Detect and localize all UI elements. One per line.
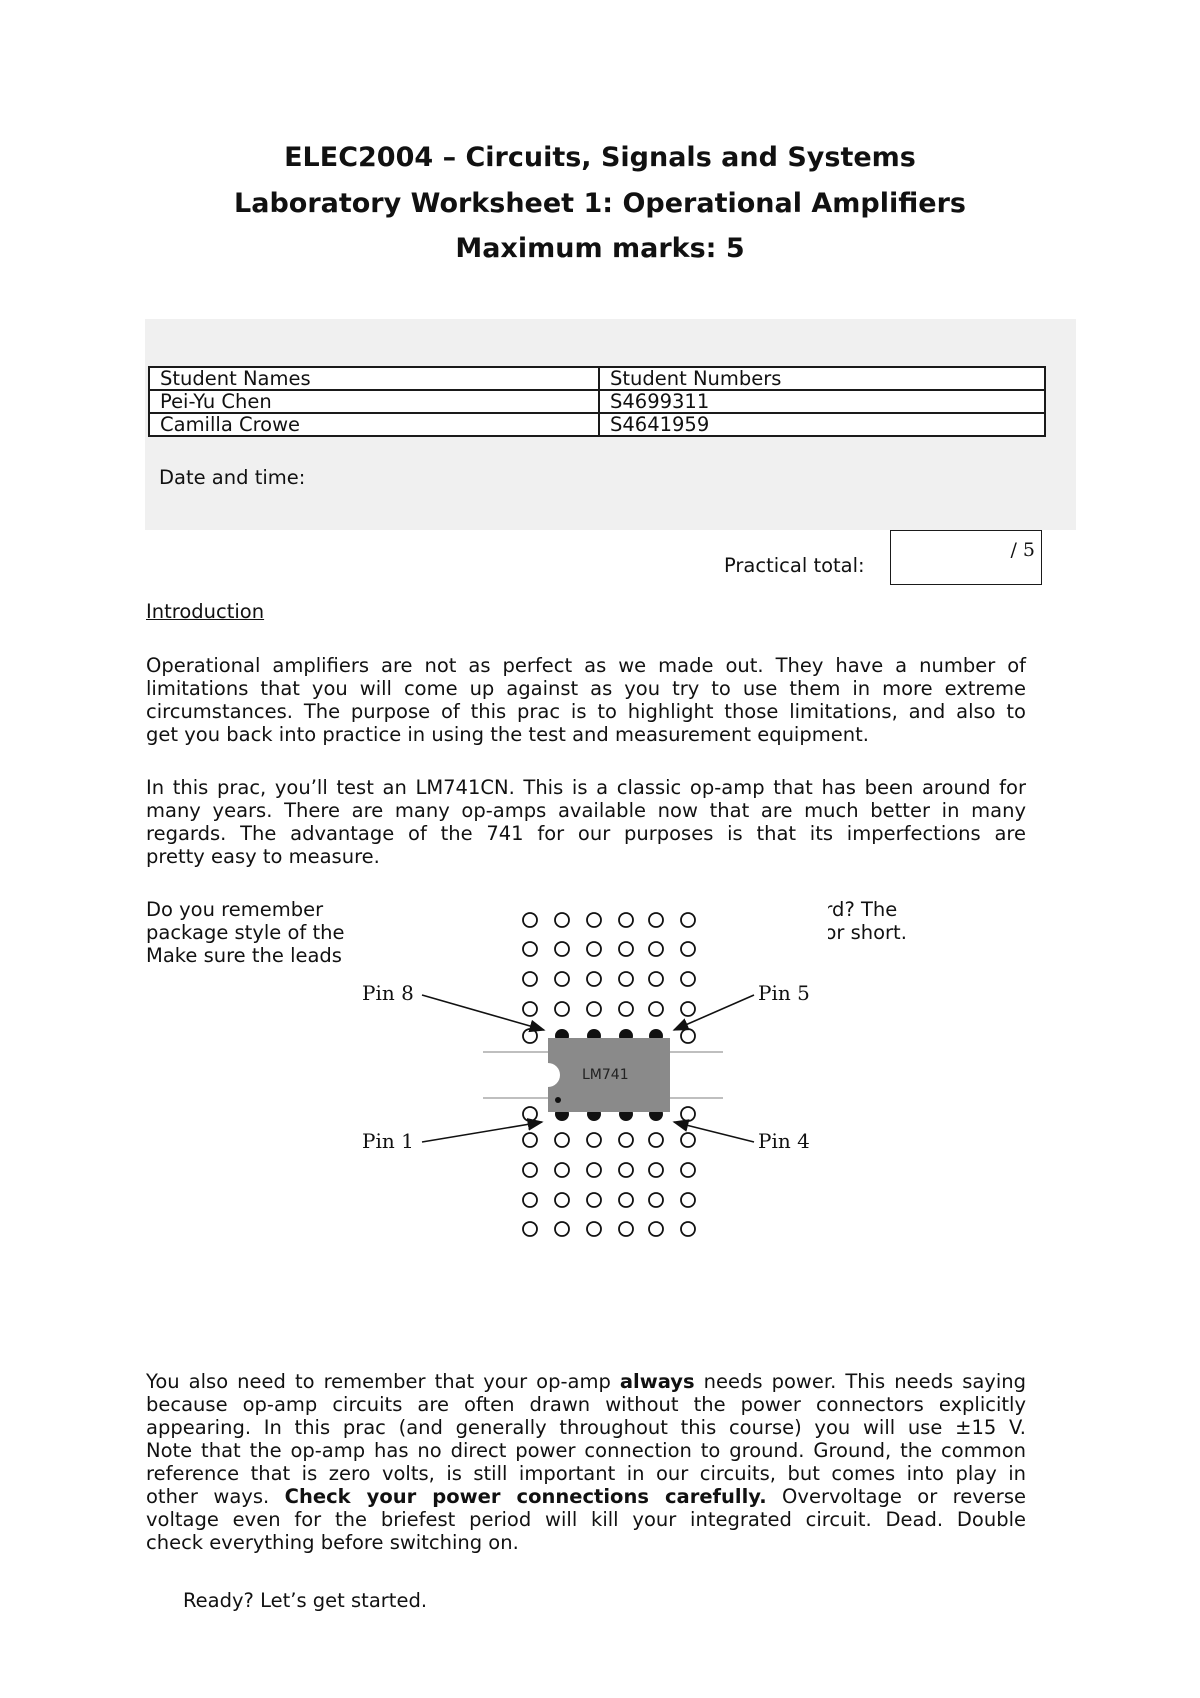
breadboard-hole: [523, 913, 537, 927]
header-student-numbers: Student Numbers: [599, 367, 1045, 390]
breadboard-hole: [587, 913, 601, 927]
breadboard-hole: [619, 1163, 633, 1177]
breadboard-hole: [649, 972, 663, 986]
breadboard-hole: [523, 1222, 537, 1236]
pin8-arrow: [422, 995, 544, 1030]
practical-total-value: / 5: [1010, 539, 1035, 561]
breadboard-hole: [555, 972, 569, 986]
breadboard-hole: [681, 942, 695, 956]
breadboard-hole: [649, 1133, 663, 1147]
introduction-heading: Introduction: [146, 600, 265, 623]
table-row: [149, 390, 1045, 413]
breadboard-hole: [619, 1133, 633, 1147]
breadboard-hole: [587, 1222, 601, 1236]
student-table: [148, 366, 1046, 437]
breadboard-hole: [587, 1133, 601, 1147]
power-paragraph: You also need to remember that your op-amp always needs power. This needs saying because op-amp circuits are often drawn without the power connectors explicitly appearing. In this prac (and generally throughout this course) you will use ±15 V. Note that the op-amp has no direct power connection to ground. Ground, the common reference that is zero volts, is still important in our circuits, but comes into play in other ways. Check your power connections carefully. Overvoltage or reverse voltage even for the briefest period will kill your integrated circuit. Dead. Double check everything before switching on.: [146, 1370, 1027, 1554]
breadboard-hole: [649, 1002, 663, 1016]
course-title: ELEC2004 – Circuits, Signals and Systems: [284, 142, 916, 173]
breadboard-hole: [555, 1133, 569, 1147]
student-name: Camilla Crowe: [149, 413, 599, 436]
breadboard-hole: [555, 942, 569, 956]
breadboard-hole: [587, 972, 601, 986]
breadboard-hole: [681, 1029, 695, 1043]
breadboard-hole: [681, 1193, 695, 1207]
breadboard-hole: [523, 942, 537, 956]
pin1-marker-dot: [555, 1097, 561, 1103]
breadboard-hole: [587, 942, 601, 956]
table-row: [149, 413, 1045, 436]
breadboard-hole: [681, 1222, 695, 1236]
intro-paragraph-2: In this prac, you’ll test an LM741CN. This is a classic op-amp that has been around for many years. There are many op-amps available now that are much better in many regards. The advantage of the 741 for our purposes is that its imperfections are pretty easy to measure.: [146, 776, 1026, 868]
breadboard-hole: [649, 913, 663, 927]
breadboard-hole: [523, 1002, 537, 1016]
student-number: S4699311: [599, 390, 1045, 413]
student-number: S4641959: [599, 413, 1045, 436]
worksheet-title: Laboratory Worksheet 1: Operational Amplifiers: [234, 188, 966, 219]
date-time-label: Date and time:: [159, 466, 306, 489]
breadboard-hole: [523, 1133, 537, 1147]
breadboard-hole: [555, 1222, 569, 1236]
breadboard-hole: [649, 942, 663, 956]
breadboard-hole: [681, 913, 695, 927]
breadboard-hole: [523, 1107, 537, 1121]
breadboard-hole: [523, 1029, 537, 1043]
breadboard-hole: [681, 1002, 695, 1016]
practical-total-box: [890, 530, 1042, 585]
breadboard-hole: [523, 1163, 537, 1177]
breadboard-hole: [619, 1222, 633, 1236]
student-name: Pei-Yu Chen: [149, 390, 599, 413]
breadboard-hole: [681, 1163, 695, 1177]
breadboard-hole: [523, 972, 537, 986]
breadboard-hole: [619, 1002, 633, 1016]
breadboard-hole: [555, 1163, 569, 1177]
pin4-arrow: [674, 1122, 754, 1142]
pin8-label: Pin 8: [362, 981, 414, 1005]
intro-paragraph-3: Do you remember e breadboard? The package style of the age or DIP for short. Make sure the leads dboard.: [146, 898, 907, 967]
breadboard-hole: [587, 1163, 601, 1177]
breadboard-hole: [555, 1002, 569, 1016]
breadboard-hole: [619, 972, 633, 986]
emphasis-check-power: Check your power connections carefully.: [284, 1485, 767, 1508]
table-header-row: [149, 367, 1045, 390]
dip-breadboard-figure: [358, 900, 828, 1250]
pin4-label: Pin 4: [758, 1129, 810, 1153]
max-marks: Maximum marks: 5: [455, 233, 745, 264]
breadboard-hole: [619, 1193, 633, 1207]
breadboard-hole: [681, 1133, 695, 1147]
chip-label: LM741: [582, 1067, 629, 1083]
pin5-arrow: [674, 995, 754, 1030]
breadboard-hole: [649, 1163, 663, 1177]
breadboard-hole: [555, 913, 569, 927]
emphasis-always: always: [619, 1370, 695, 1393]
breadboard-hole: [681, 1107, 695, 1121]
breadboard-hole: [649, 1193, 663, 1207]
breadboard-hole: [555, 1193, 569, 1207]
breadboard-hole: [649, 1222, 663, 1236]
practical-total-label: Practical total:: [724, 554, 865, 577]
intro-paragraph-1: Operational amplifiers are not as perfect as we made out. They have a number of limitations that you will come up against as you try to use them in more extreme circumstances. The purpose of this prac is to highlight those limitations, and also to get you back into practice in using the test and measurement equipment.: [146, 654, 1026, 746]
header-student-names: Student Names: [149, 367, 599, 390]
breadboard-hole: [681, 972, 695, 986]
pin1-label: Pin 1: [362, 1129, 414, 1153]
breadboard-hole: [619, 913, 633, 927]
ready-line: Ready? Let’s get started.: [183, 1589, 428, 1612]
breadboard-hole: [619, 942, 633, 956]
pin1-arrow: [422, 1122, 542, 1142]
breadboard-hole: [587, 1002, 601, 1016]
breadboard-hole: [523, 1193, 537, 1207]
pin5-label: Pin 5: [758, 981, 810, 1005]
breadboard-hole: [587, 1193, 601, 1207]
